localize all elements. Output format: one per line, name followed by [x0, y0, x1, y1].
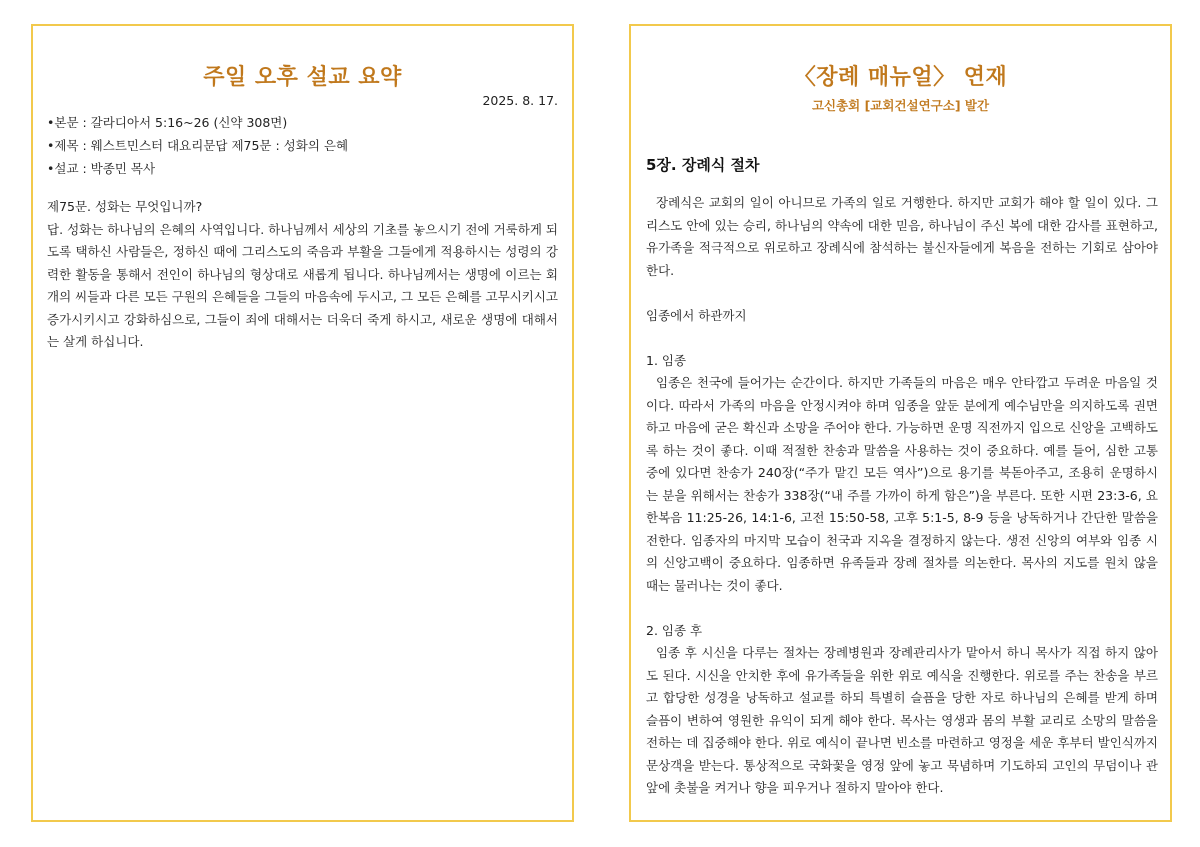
- left-page: [31, 24, 574, 822]
- subsection-heading-1: 1. 임종: [646, 352, 687, 368]
- right-page: [629, 24, 1172, 822]
- manual-subtitle: 고신총회 [교회건설연구소] 발간: [811, 98, 990, 113]
- meta-preacher: •설교 : 박종민 목사: [47, 161, 156, 176]
- sermon-date: 2025. 8. 17.: [482, 93, 558, 108]
- meta-subject: •제목 : 웨스트민스터 대요리문답 제75문 : 성화의 은혜: [47, 138, 349, 153]
- catechism-qa: [47, 196, 558, 354]
- catechism-question: 제75문. 성화는 무엇입니까?: [47, 199, 203, 214]
- subsection-body-1: 임종은 천국에 들어가는 순간이다. 하지만 가족들의 마음은 매우 안타깝고 두려운 마음일 것이다. 따라서 가족의 마음을 안정시켜야 하며 임종을 앞둔 분에게 예수님만을 의지하도록 권면하고 마음에 굳은 확신과 소망을 주어야 한다. 가능하면 운명 직전까지 입으로 신앙을 고백하도록 하는 것이 좋다. 이때 적절한 찬송과 말씀을 사용하는 것이 중요하다. 예를 들어, 심한 고통 중에 있다면 찬송가 240장(“주가 맡긴 모든 역사”)으로 용기를 북돋아주고, 조용히 운명하시는 분을 위해서는 찬송가 338장(“내 주를 가까이 하게 함은”)을 부른다. 또한 시편 23:3-6, 요한복음 11:25-26, 14:1-6, 고전 15:50-58, 고후 5:1-5, 8-9 등을 낭독하거나 간단한 말씀을 전한다. 임종자의 마지막 모습이 천국과 지옥을 결정하지 않는다. 생전 신앙의 여부와 임종 시의 신앙고백이 중요하다. 임종하면 유족들과 장례 절차를 의논한다. 목사의 지도를 원치 않을 때는 물러나는 것이 좋다.: [646, 375, 1158, 593]
- intro-paragraph: 장례식은 교회의 일이 아니므로 가족의 일로 거행한다. 하지만 교회가 해야 할 일이 있다. 그리스도 안에 있는 승리, 하나님의 약속에 대한 믿음, 하나님이 주신 복에 대한 감사를 표현하고, 유가족을 적극적으로 위로하고 장례식에 참석하는 불신자들에게 복음을 전하는 기회로 삼아야 한다.: [646, 195, 1158, 278]
- meta-scripture: •본문 : 갈라디아서 5:16~26 (신약 308면): [47, 115, 288, 130]
- sermon-meta: [47, 111, 558, 180]
- subsection-heading-2: 2. 임종 후: [646, 622, 703, 638]
- chapter-heading: 5장. 장례식 절차: [646, 156, 760, 174]
- sermon-title: 주일 오후 설교 요약: [203, 65, 402, 90]
- subsection-body-2: 임종 후 시신을 다루는 절차는 장례병원과 장례관리사가 맡아서 하니 목사가 직접 하지 않아도 된다. 시신을 안치한 후에 유가족들을 위한 위로 예식을 진행한다. 위로를 주는 찬송을 부르고 합당한 성경을 낭독하고 설교를 하되 특별히 슬픔을 당한 자로 하나님의 은혜를 받게 하며 슬픔이 변하여 영원한 유익이 되게 해야 한다. 목사는 영생과 몸의 부활 교리로 소망의 말씀을 전하는 데 집중해야 한다. 위로 예식이 끝나면 빈소를 마련하고 영정을 세운 후부터 발인식까지 문상객을 받는다. 통상적으로 국화꽃을 영정 앞에 놓고 묵념하며 기도하되 고인의 무덤이나 관 앞에 촛불을 켜거나 향을 피우거나 절하지 말아야 한다.: [646, 645, 1158, 795]
- chapter-body: [646, 192, 1158, 800]
- section-heading: 임종에서 하관까지: [646, 307, 747, 323]
- manual-title: 〈장례 매뉴얼〉 연재: [793, 65, 1008, 90]
- catechism-answer: 답. 성화는 하나님의 은혜의 사역입니다. 하나님께서 세상의 기초를 놓으시기 전에 거룩하게 되도록 택하신 사람들은, 정하신 때에 그리스도의 죽음과 부활을 그들에게 적용하시는 성령의 강력한 활동을 통해서 전인이 하나님의 형상대로 새롭게 됩니다. 하나님께서는 생명에 이르는 회개의 씨들과 다른 모든 구원의 은혜들을 그들의 마음속에 두시고, 그 모든 은혜를 고무시키시고 증가시키시고 강화하심으로, 그들이 죄에 대해서는 더욱더 죽게 하시고, 새로운 생명에 대해서는 살게 하십니다.: [47, 221, 558, 349]
